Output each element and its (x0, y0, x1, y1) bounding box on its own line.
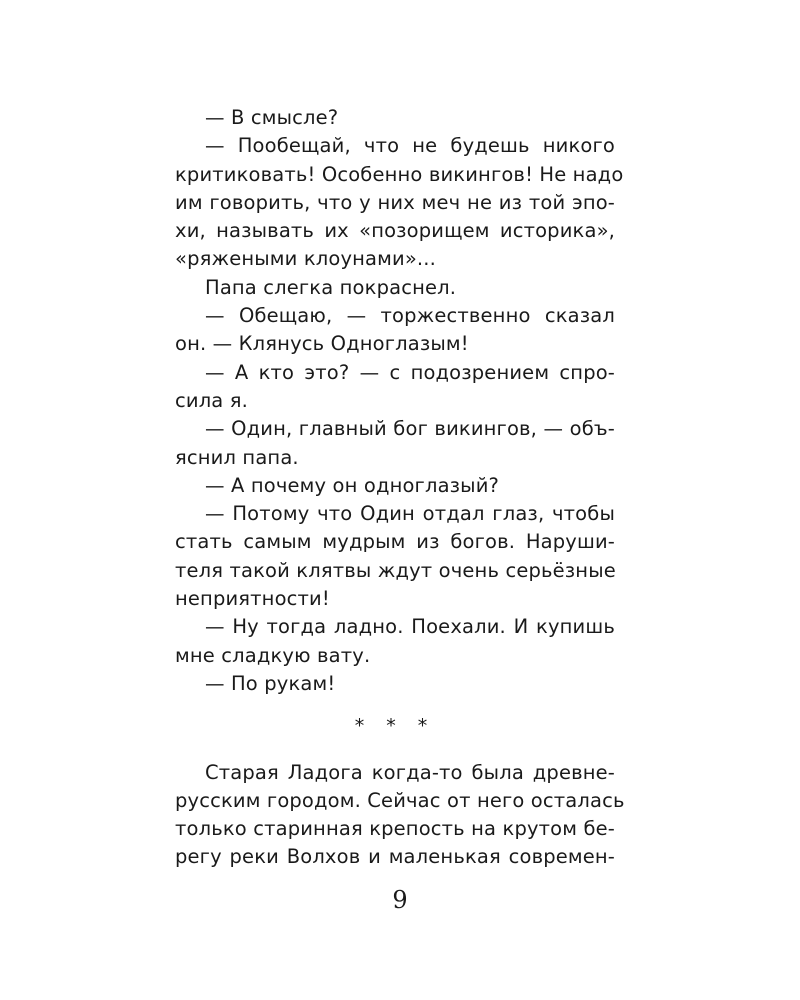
text-line: неприятности! (175, 587, 330, 611)
text-line: критиковать! Особенно викингов! Не надо (175, 162, 624, 186)
text-line: хи, называть их «позорищем историка», (175, 219, 615, 243)
text-line: — Потому что Один отдал глаз, чтобы (205, 502, 615, 526)
text-line: — По рукам! (205, 671, 336, 695)
text-line: — А почему он одноглазый? (205, 473, 500, 497)
text-line: сила я. (175, 388, 248, 412)
text-line: — А кто это? — с подозрением спро- (205, 360, 615, 384)
text-line: Старая Ладога когда-то была древне- (205, 760, 615, 784)
page-text (175, 104, 625, 872)
text-line: мне сладкую вату. (175, 643, 371, 667)
text-line: он. — Клянусь Одноглазым! (175, 332, 469, 356)
text-line: Папа слегка покраснел. (205, 275, 457, 299)
text-line: — Пообещай, что не будешь никого (205, 134, 615, 158)
text-line: регу реки Волхов и маленькая современ- (175, 845, 615, 869)
text-line: — Ну тогда ладно. Поехали. И купишь (205, 615, 615, 639)
narration-block (175, 759, 625, 872)
section-separator: * * * (354, 715, 436, 738)
text-line: теля такой клятвы ждут очень серьёзные (175, 558, 616, 582)
page-number: 9 (392, 886, 408, 914)
text-line: им говорить, что у них меч не из той эпо- (175, 190, 615, 214)
text-line: — В смысле? (205, 106, 339, 129)
text-line: только старинная крепость на крутом бе- (175, 817, 615, 841)
text-line: — Один, главный бог викингов, — объ- (205, 417, 615, 441)
text-line: стать самым мудрым из богов. Наруши- (175, 530, 615, 554)
text-line: «ряжеными клоунами»... (175, 247, 436, 271)
text-line: русским городом. Сейчас от него осталась (175, 788, 625, 812)
dialogue-block (175, 104, 624, 698)
text-line: — Обещаю, — торжественно сказал (205, 304, 615, 328)
text-line: яснил папа. (175, 445, 299, 469)
